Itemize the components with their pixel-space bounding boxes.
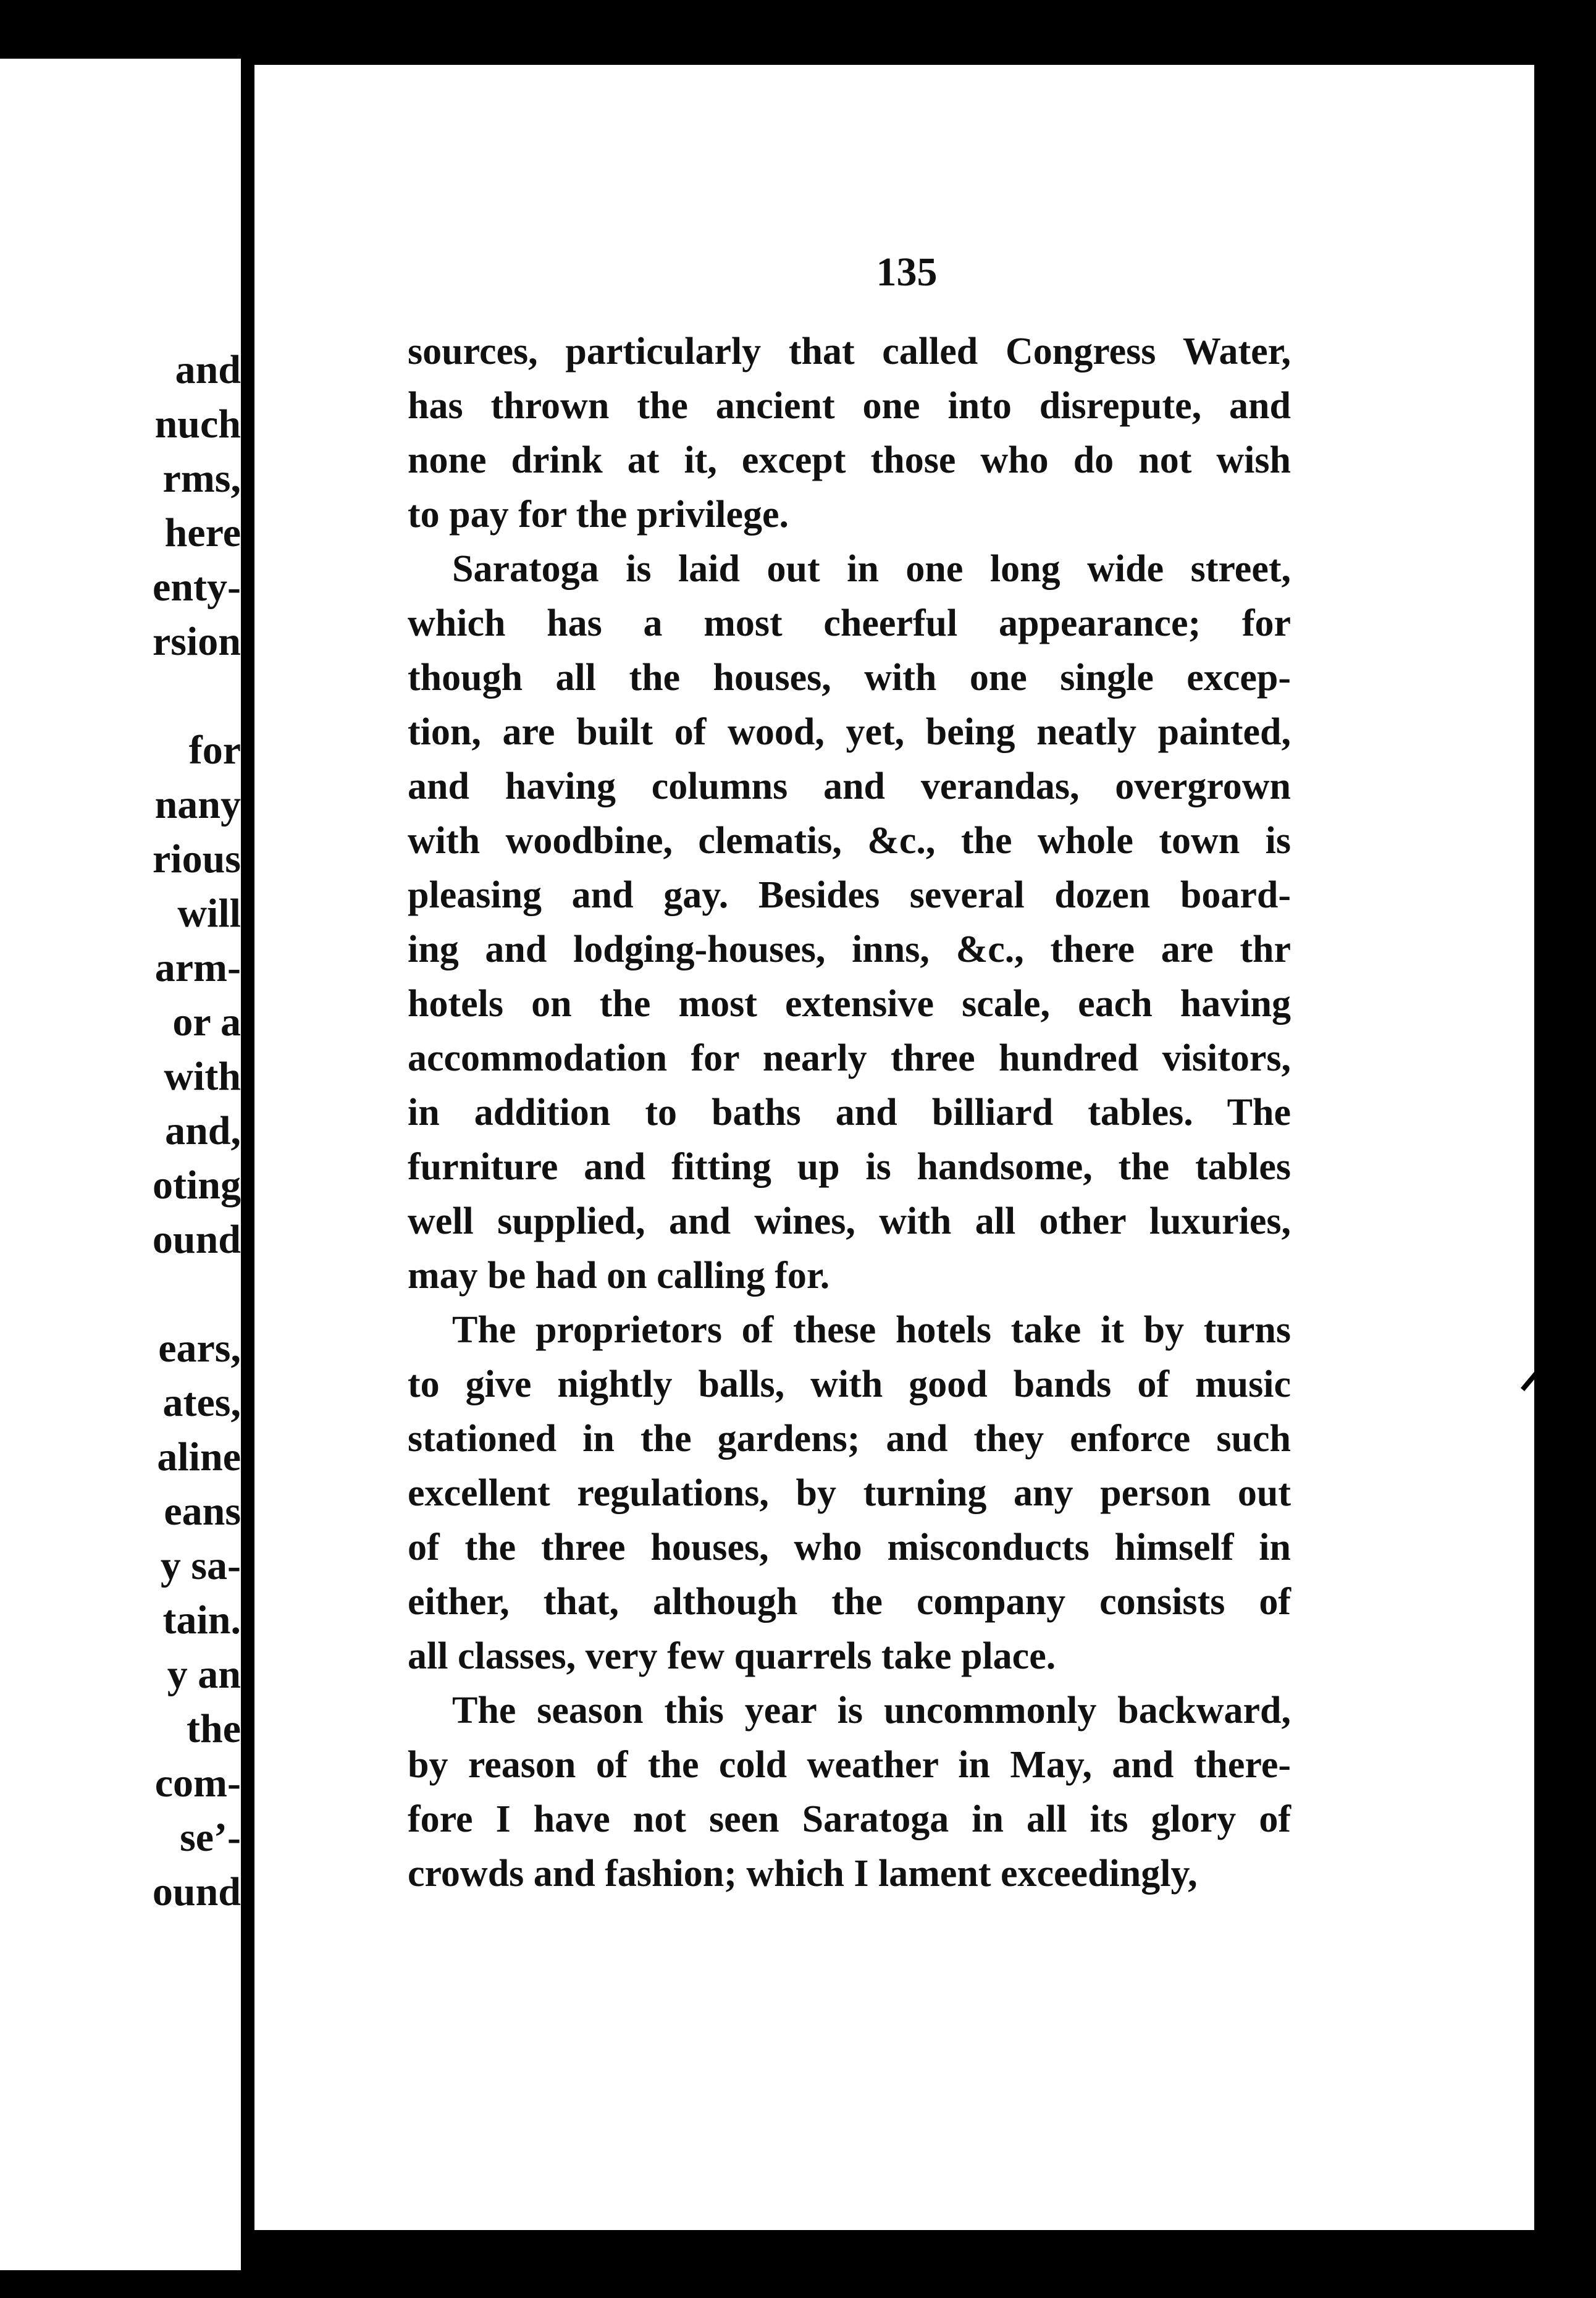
text-line: none drink at it, except those who do not wish xyxy=(408,439,1291,481)
scan-edge-mark xyxy=(1562,951,1577,1032)
text-line: by reason of the cold weather in May, and there- xyxy=(408,1744,1291,1786)
text-line: to pay for the privilege. xyxy=(408,494,789,536)
previous-page-line-fragment: se’- xyxy=(180,1815,241,1860)
previous-page-line-fragment: eans xyxy=(164,1489,241,1534)
text-line: to give nightly balls, with good bands of music xyxy=(408,1363,1291,1405)
text-line: fore I have not seen Saratoga in all its glory of xyxy=(408,1798,1291,1840)
text-line: which has a most cheerful appearance; for xyxy=(408,602,1291,644)
previous-page-line-fragment: y sa- xyxy=(160,1543,241,1588)
previous-page-line-fragment: nuch xyxy=(154,402,241,447)
text-line: furniture and fitting up is handsome, the tables xyxy=(408,1146,1291,1188)
page-body-text xyxy=(408,324,1291,1901)
text-line: and having columns and verandas, overgrown xyxy=(408,765,1291,807)
text-line: has thrown the ancient one into disrepute, and xyxy=(408,385,1291,427)
previous-page-line-fragment: ears, xyxy=(158,1326,241,1371)
previous-page-line-fragment: with xyxy=(164,1054,241,1099)
previous-page-line-fragment: aline xyxy=(157,1434,241,1479)
text-line: well supplied, and wines, with all other luxuries, xyxy=(408,1200,1291,1242)
previous-page-line-fragment: tain. xyxy=(162,1597,241,1643)
text-line: excellent regulations, by turning any person out xyxy=(408,1472,1291,1514)
page-number: 135 xyxy=(876,250,938,295)
text-line: pleasing and gay. Besides several dozen board- xyxy=(408,874,1291,916)
previous-page-line-fragment: rsion xyxy=(152,619,241,664)
previous-page-line-fragment: y an xyxy=(167,1652,241,1697)
scan-artifact-mark: ∳ xyxy=(1366,24,1379,52)
text-line: though all the houses, with one single excep- xyxy=(408,657,1291,699)
previous-page-line-fragment: for xyxy=(188,728,241,773)
previous-page-line-fragment: enty- xyxy=(153,565,241,610)
previous-page-line-fragment: will xyxy=(177,891,241,936)
previous-page-line-fragment: com- xyxy=(154,1761,241,1806)
text-line: sources, particularly that called Congress Water, xyxy=(408,330,1291,372)
previous-page-line-fragment: rious xyxy=(152,836,241,882)
text-line: The season this year is uncommonly backward, xyxy=(452,1690,1291,1732)
previous-page-line-fragment: ates, xyxy=(162,1380,241,1425)
text-line: all classes, very few quarrels take place. xyxy=(408,1635,1056,1677)
text-line: The proprietors of these hotels take it by turns xyxy=(452,1309,1291,1351)
previous-page-line-fragment: arm- xyxy=(154,945,241,990)
text-line: crowds and fashion; which I lament exceedingly, xyxy=(408,1853,1198,1895)
text-line: stationed in the gardens; and they enforce such xyxy=(408,1418,1291,1460)
previous-page-line-fragment: rms, xyxy=(162,456,241,501)
text-line: in addition to baths and billiard tables. The xyxy=(408,1092,1291,1134)
text-line: with woodbine, clematis, &c., the whole town is xyxy=(408,820,1291,862)
text-line: either, that, although the company consists of xyxy=(408,1581,1291,1623)
text-line: may be had on calling for. xyxy=(408,1255,830,1297)
previous-page-line-fragment: ound xyxy=(152,1217,241,1262)
text-line: accommodation for nearly three hundred visitors, xyxy=(408,1037,1291,1079)
page-gutter xyxy=(241,59,254,2270)
text-line: Saratoga is laid out in one long wide street, xyxy=(452,548,1291,590)
previous-page-line-fragment: oting xyxy=(152,1163,241,1208)
text-line: of the three houses, who misconducts himself in xyxy=(408,1526,1291,1568)
previous-page xyxy=(0,59,241,2270)
text-line: ing and lodging-houses, inns, &c., there are thr xyxy=(408,928,1291,970)
previous-page-line-fragment: ound xyxy=(152,1869,241,1914)
previous-page-line-fragment: the xyxy=(187,1706,241,1751)
previous-page-line-fragment: and, xyxy=(165,1108,241,1153)
current-page xyxy=(254,65,1538,2230)
text-line: hotels on the most extensive scale, each having xyxy=(408,983,1291,1025)
previous-page-line-fragment: nany xyxy=(154,782,241,827)
text-line: tion, are built of wood, yet, being neatly painted, xyxy=(408,711,1291,753)
previous-page-line-fragment: or a xyxy=(172,1000,241,1045)
previous-page-line-fragment: and xyxy=(175,347,241,392)
previous-page-line-fragment: here xyxy=(164,510,241,555)
